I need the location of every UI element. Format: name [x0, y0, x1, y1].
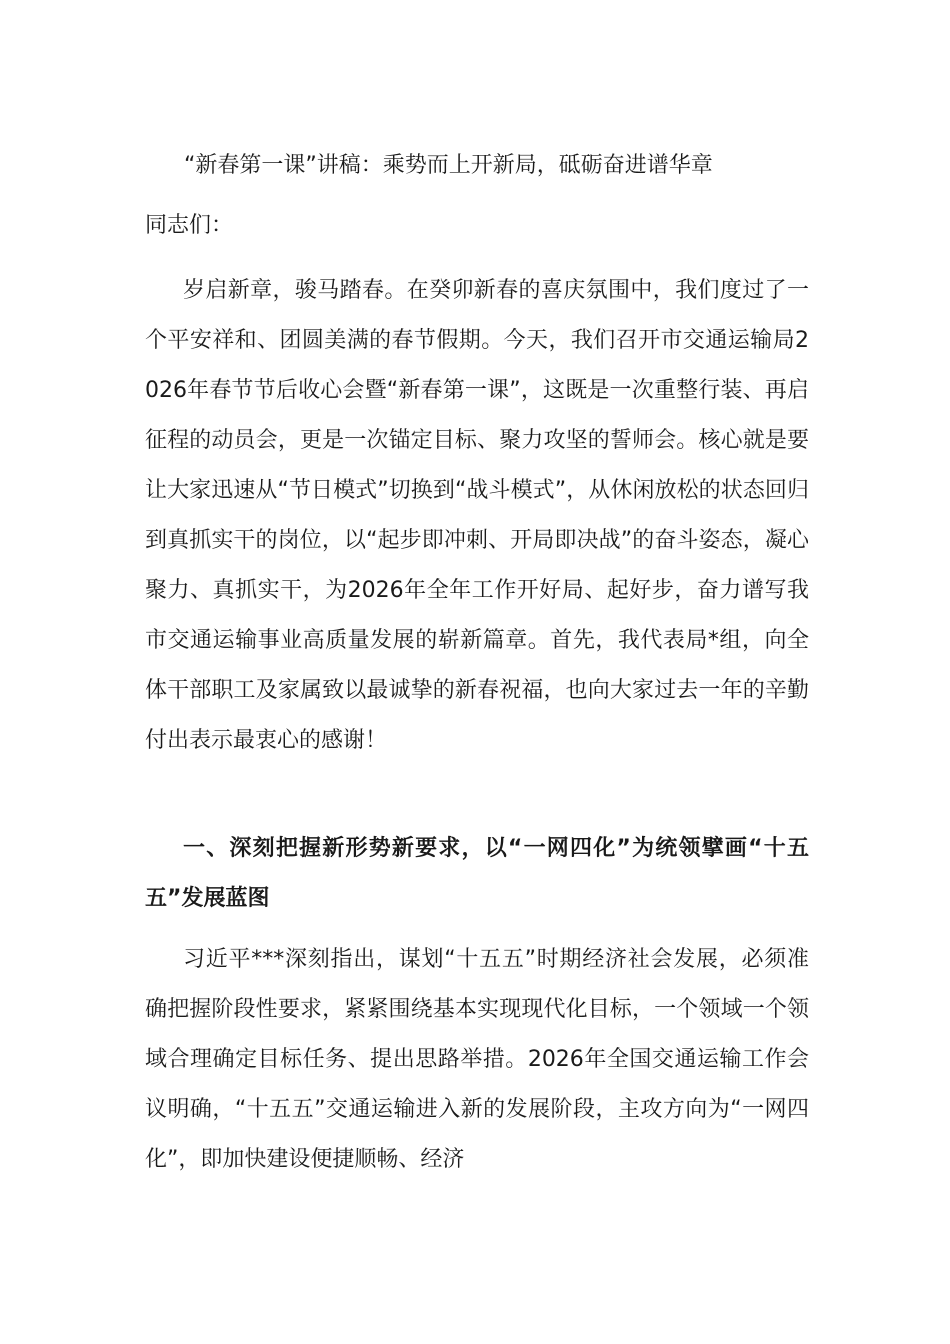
section-1-paragraph: 习近平***深刻指出，谋划“十五五”时期经济社会发展，必须准确把握阶段性要求，紧紧围绕基本实现现代化目标，一个领域一个领域合理确定目标任务、提出思路举措。2026年全国交通运输工作会议明确，“十五五”交通运输进入新的发展阶段，主攻方向为“一网四化”，即加快建设便捷顺畅、经济 — [145, 947, 809, 1172]
section-heading-1: 一、深刻把握新形势新要求，以“一网四化”为统领擘画“十五五”发展蓝图 — [145, 836, 809, 911]
intro-paragraph: 岁启新章，骏马踏春。在癸卯新春的喜庆氛围中，我们度过了一个平安祥和、团圆美满的春节假期。今天，我们召开市交通运输局2026年春节节后收心会暨“新春第一课”，这既是一次重整行装、再启征程的动员会，更是一次锚定目标、聚力攻坚的誓师会。核心就是要让大家迅速从“节日模式”切换到“战斗模式”，从休闲放松的状态回归到真抓实干的岗位，以“起步即冲刺、开局即决战”的奋斗姿态，凝心聚力、真抓实干，为2026年全年工作开好局、起好步，奋力谱写我市交通运输事业高质量发展的崭新篇章。首先，我代表局*组，向全体干部职工及家属致以最诚挚的新春祝福，也向大家过去一年的辛勤付出表示最衷心的感谢！ — [145, 278, 809, 753]
salutation: 同志们： — [145, 213, 234, 238]
document-title: “新春第一课”讲稿：乘势而上开新局，砥砺奋进谱华章 — [184, 153, 713, 178]
